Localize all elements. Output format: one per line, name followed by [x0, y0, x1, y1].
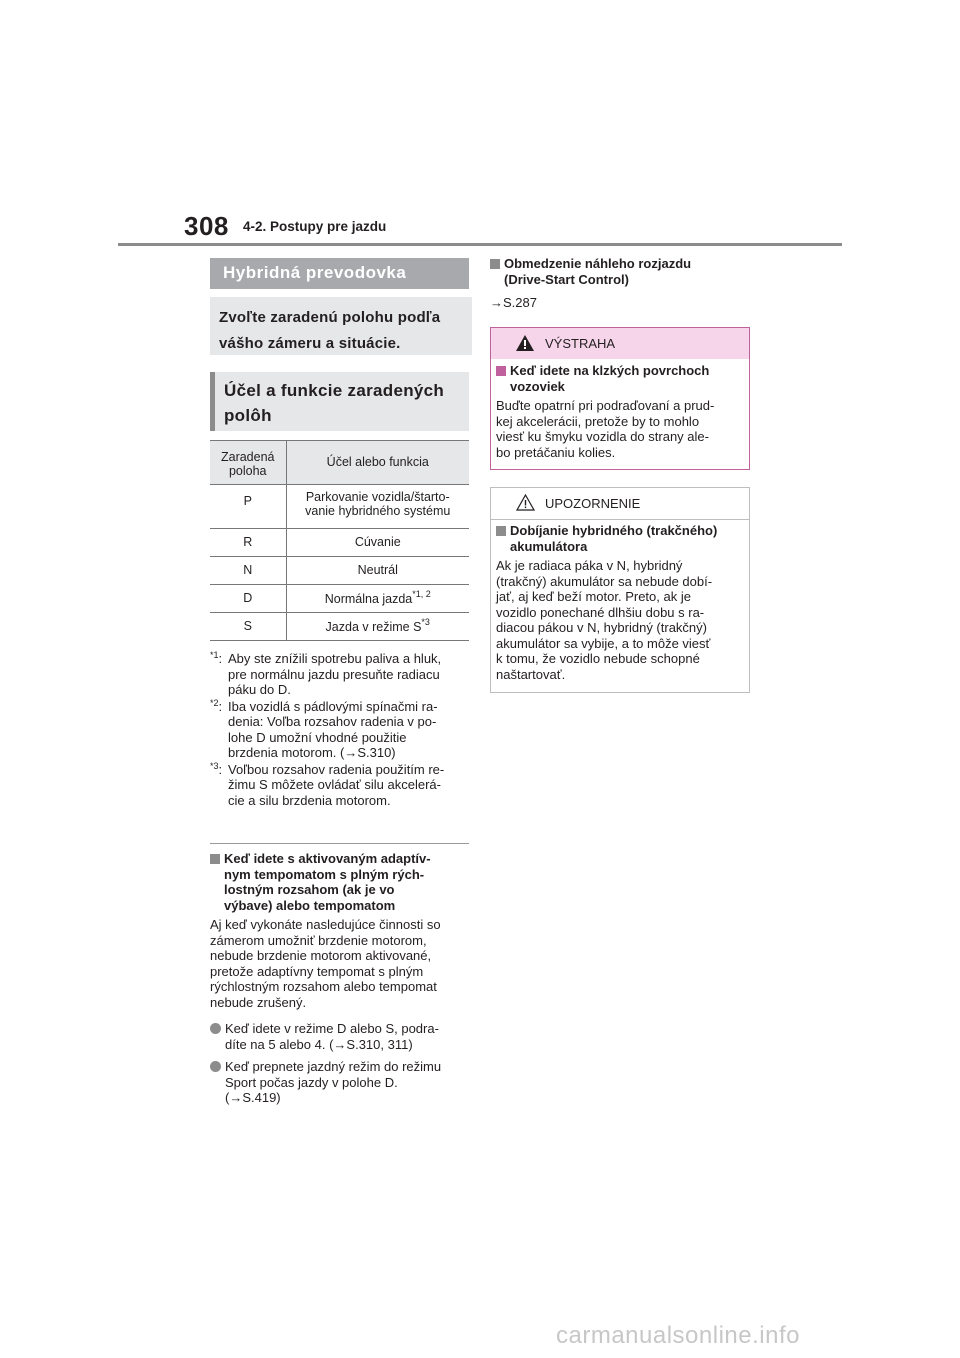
- header-text: poloha: [228, 464, 267, 478]
- caution-divider: [491, 519, 749, 520]
- heading-line: (Drive-Start Control): [504, 271, 629, 287]
- gear-purpose-cell: [286, 585, 469, 613]
- footnote-line: cie a silu brzdenia motorom.: [228, 792, 391, 808]
- square-bullet-icon: [496, 526, 506, 536]
- watermark-link[interactable]: carmanualsonline.info: [556, 1322, 800, 1349]
- subtitle-line: vášho zámeru a situácie.: [219, 335, 401, 352]
- table-header-position: [210, 441, 286, 485]
- footnote: $^{*1}$: Aby ste znížili spotrebu paliva a hluk, pre normálnu jazdu presuňte radiacu páku do D.: [210, 651, 470, 698]
- bullet-line: díte na 5 alebo 4. (→S.310, 311): [225, 1036, 413, 1052]
- gear-purpose-cell: Cúvanie: [286, 529, 469, 557]
- caution-header: [491, 488, 749, 519]
- heading-line: polôh: [224, 406, 272, 425]
- table-row: [210, 529, 469, 557]
- square-bullet-icon: [490, 259, 500, 269]
- gear-position-cell: N: [210, 557, 286, 585]
- footnote-mark: *3: [210, 760, 219, 771]
- caution-triangle-icon: [516, 494, 535, 511]
- drive-start-reference: →S.287: [490, 295, 537, 310]
- warning-title: [496, 363, 746, 394]
- header-divider: [118, 243, 842, 246]
- footnote-line: denia: Voľba rozsahov radenia v po-: [228, 714, 437, 729]
- footnote-mark: *2: [210, 697, 219, 708]
- footnotes: [210, 651, 470, 809]
- heading-line: Obmedzenie náhleho rozjazdu: [504, 256, 692, 271]
- bullet-line: Sport počas jazdy v polohe D.: [225, 1074, 398, 1090]
- section-heading: [210, 372, 469, 431]
- footnote-ref: *3: [421, 617, 430, 627]
- gear-position-cell: R: [210, 529, 286, 557]
- footnote-line: brzdenia motorom. (→S.310): [228, 745, 396, 760]
- footnote-line: lohe D umožní vhodné použitie: [228, 729, 407, 745]
- bullet-line: Keď prepnete jazdný režim do režimu: [225, 1059, 442, 1074]
- bullet-line: (→S.419): [225, 1090, 281, 1105]
- bullet-item: [210, 1021, 472, 1052]
- caution-title-line: Dobíjanie hybridného (trakčného): [510, 523, 718, 538]
- bullet-line: Keď idete v režime D alebo S, podra-: [225, 1021, 439, 1036]
- caution-body-line: (trakčný) akumulátor sa nebude dobí-: [496, 573, 713, 589]
- table-row: [210, 485, 469, 529]
- footnote-line: Iba vozidlá s pádlovými spínačmi ra-: [228, 698, 438, 714]
- drive-start-heading: [490, 256, 752, 287]
- topic-subtitle: [210, 297, 472, 355]
- body-line: zámerom umožniť brzdenie motorom,: [210, 932, 427, 948]
- caution-body-line: k tomu, že vozidlo nebude schopné: [496, 651, 700, 666]
- section-title: 4-2. Postupy pre jazdu: [243, 219, 387, 234]
- caution-title: [496, 523, 746, 554]
- cruise-control-heading: [210, 851, 472, 913]
- footnote: $^{*3}$: Voľbou rozsahov radenia použitím re- žimu S môžete ovládať silu akcelerá- cie a silu brzdenia motorom.: [210, 762, 470, 809]
- caution-body-line: diacou pákou v N, hybridný (trakčný): [496, 620, 707, 635]
- warning-label: VÝSTRAHA: [545, 336, 616, 351]
- bullet-item: [210, 1059, 472, 1106]
- heading-line: Účel a funkcie zaradených: [224, 381, 445, 400]
- table-header-purpose: Účel alebo funkcia: [286, 441, 469, 485]
- warning-box: [490, 327, 750, 470]
- caution-box: [490, 487, 750, 693]
- caution-title-line: akumulátora: [510, 538, 588, 554]
- gear-position-cell: D: [210, 585, 286, 613]
- header-text: Zaradená: [220, 450, 275, 464]
- circle-bullet-icon: [210, 1061, 221, 1072]
- warning-triangle-icon: [516, 335, 534, 351]
- warning-body: [496, 398, 748, 460]
- gear-purpose-cell: [286, 485, 469, 529]
- caution-body-line: naštartovať.: [496, 666, 566, 682]
- topic-banner: Hybridná prevodovka: [210, 258, 469, 289]
- gear-positions-table: [210, 440, 469, 641]
- body-line: nebude brzdenie motorom aktivované,: [210, 948, 432, 963]
- footnote-line: páku do D.: [228, 682, 291, 697]
- circle-bullet-icon: [210, 1023, 221, 1034]
- gear-purpose-cell: [286, 613, 469, 641]
- caution-label: UPOZORNENIE: [545, 496, 641, 511]
- gear-position-cell: S: [210, 613, 286, 641]
- body-line: pretože adaptívny tempomat s plným: [210, 963, 424, 979]
- heading-line: nym tempomatom s plným rých-: [224, 866, 425, 882]
- footnote-ref: *1, 2: [412, 589, 431, 599]
- footnote: $^{*2}$: Iba vozidlá s pádlovými spínačmi ra- denia: Voľba rozsahov radenia v po- lohe D umožní vhodné použitie brzdenia motorom. (→S.310): [210, 699, 470, 761]
- heading-line: lostným rozsahom (ak je vo: [224, 882, 395, 897]
- cell-text: Parkovanie vozidla/štarto-: [305, 490, 450, 504]
- warning-body-line: viesť ku šmyku vozidla do strany ale-: [496, 429, 709, 444]
- body-line: nebude zrušený.: [210, 994, 307, 1010]
- footnote-mark: *1: [210, 650, 219, 660]
- cell-text: Jazda v režime S: [325, 620, 422, 634]
- gear-purpose-cell: Neutrál: [286, 557, 469, 585]
- warning-body-line: kej akcelerácii, pretože by to mohlo: [496, 413, 700, 429]
- footnote-line: pre normálnu jazdu presuňte radiacu: [228, 666, 440, 682]
- cruise-control-body: [210, 917, 472, 1010]
- warning-title-line: vozoviek: [510, 378, 565, 394]
- body-line: Aj keď vykonáte nasledujúce činnosti so: [210, 917, 441, 932]
- section-divider: [210, 843, 469, 844]
- table-row: [210, 613, 469, 641]
- gear-position-cell: P: [210, 485, 286, 529]
- table-header-row: [210, 441, 469, 485]
- heading-line: Keď idete s aktivovaným adaptív-: [224, 851, 431, 866]
- footnote-line: žimu S môžete ovládať silu akcelerá-: [228, 777, 441, 792]
- footnote-line: Voľbou rozsahov radenia použitím re-: [228, 761, 445, 777]
- page-number: 308: [184, 211, 229, 241]
- caution-body-line: jať, aj keď beží motor. Preto, ak je: [496, 589, 691, 604]
- warning-body-line: bo pretáčaniu kolies.: [496, 444, 616, 460]
- footnote-line: Aby ste znížili spotrebu paliva a hluk,: [228, 651, 442, 666]
- cell-text: Normálna jazda: [324, 592, 413, 606]
- caution-body: [496, 558, 748, 682]
- warning-header: [491, 328, 749, 359]
- subtitle-line: Zvoľte zaradenú polohu podľa: [219, 309, 441, 326]
- warning-body-line: Buďte opatrní pri podraďovaní a prud-: [496, 398, 715, 413]
- body-line: rýchlostným rozsahom alebo tempomat: [210, 979, 437, 994]
- square-bullet-icon: [210, 854, 220, 864]
- square-bullet-icon: [496, 366, 506, 376]
- cell-text: vanie hybridného systému: [305, 504, 451, 518]
- warning-title-line: Keď idete na klzkých povrchoch: [510, 363, 710, 378]
- caution-body-line: Ak je radiaca páka v N, hybridný: [496, 558, 683, 573]
- caution-body-line: vozidlo ponechané dlhšiu dobu s ra-: [496, 604, 705, 620]
- table-row: [210, 557, 469, 585]
- table-row: [210, 585, 469, 613]
- heading-line: výbave) alebo tempomatom: [224, 897, 396, 913]
- caution-body-line: akumulátor sa vybije, a to môže viesť: [496, 635, 711, 651]
